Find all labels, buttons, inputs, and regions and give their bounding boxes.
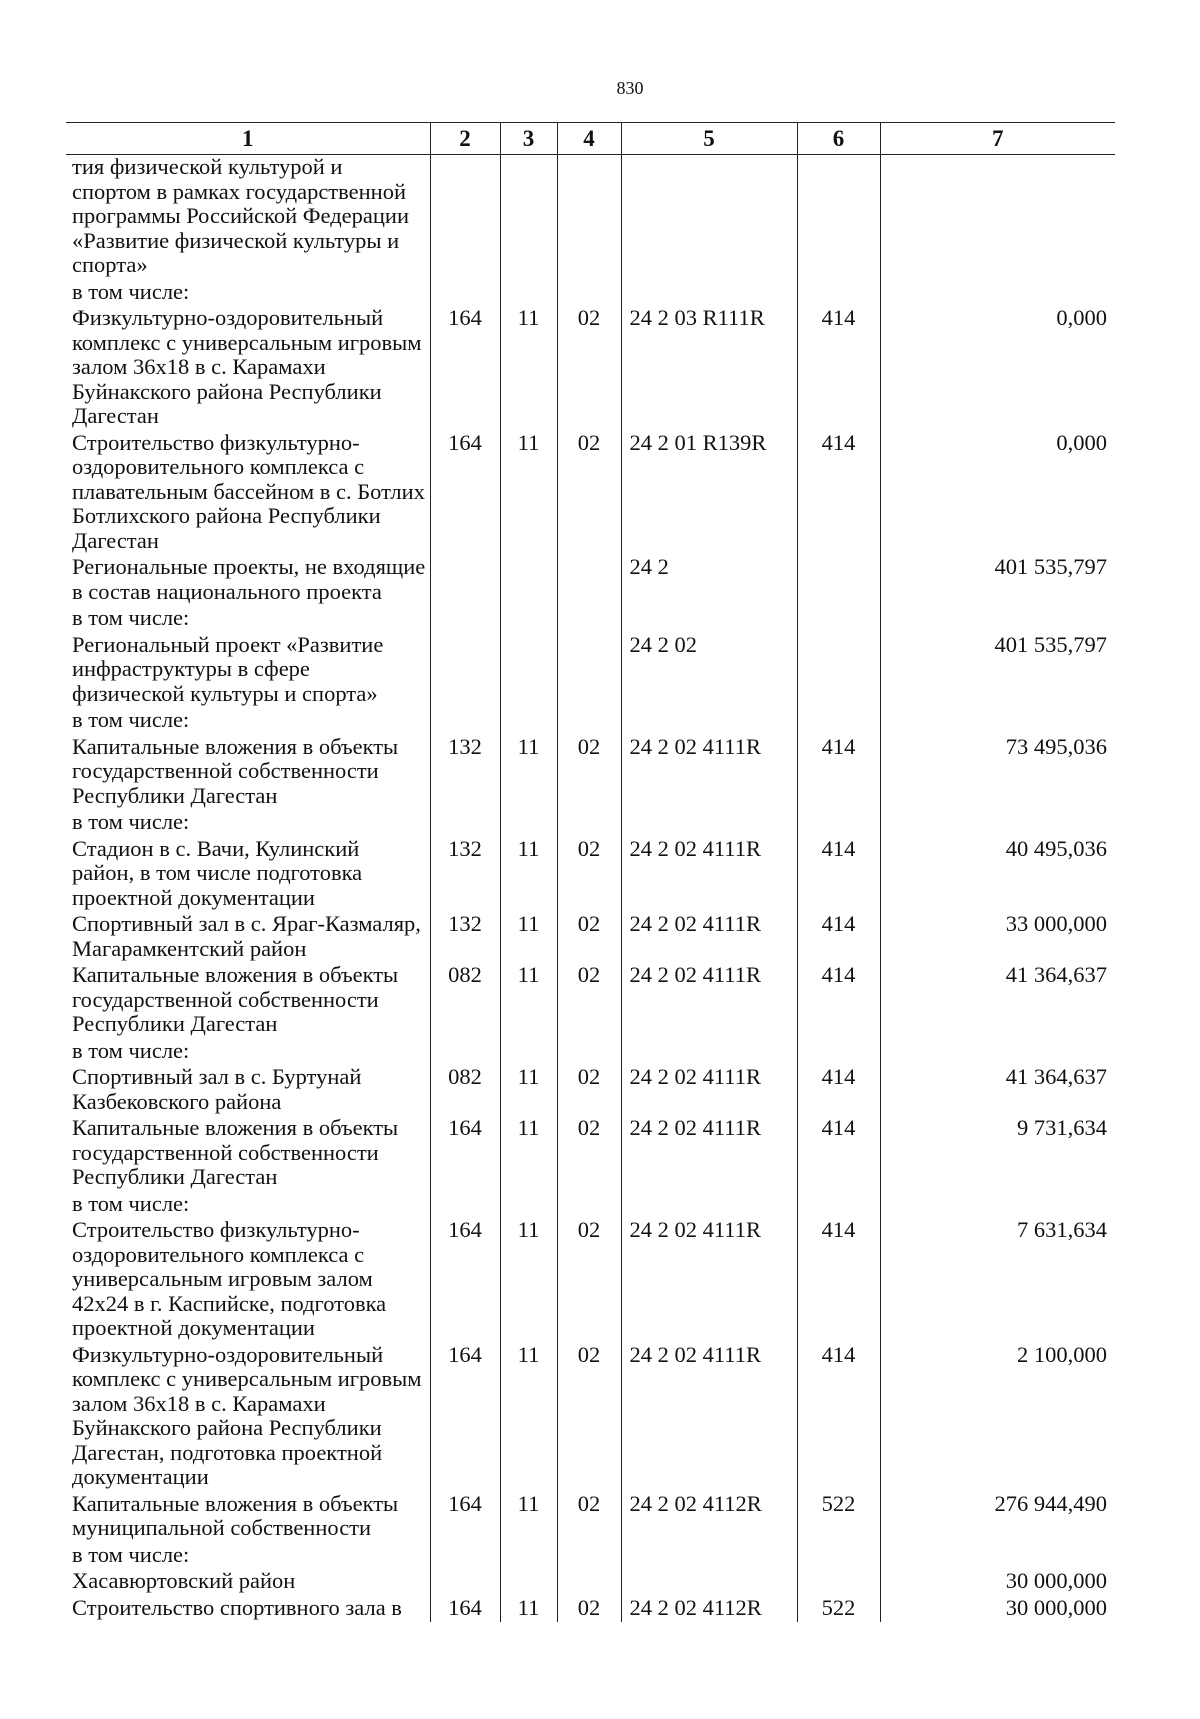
table-row [66, 606, 1115, 633]
ministry-code-cell [430, 1569, 500, 1596]
ministry-code-cell [430, 1543, 500, 1570]
item-name-cell: Физкультурно-оздоровительный комплекс с универсальным игровым залом 36x18 в с. Карамахи Буйнакского района Республики Дагестан [72, 305, 422, 428]
ministry-code-cell [430, 1039, 500, 1066]
expense-type-code-cell [797, 1192, 880, 1219]
table-row [66, 912, 1115, 963]
amount-cell: 33 000,000 [880, 912, 1115, 963]
target-article-code-cell: 24 2 02 4111R [621, 837, 797, 913]
section-code-cell: 11 [500, 1218, 557, 1343]
section-code-cell: 11 [500, 1343, 557, 1492]
item-name-cell: Спортивный зал в с. Буртунай Казбековского района [72, 1064, 362, 1114]
expense-type-code-cell [797, 280, 880, 307]
section-code-cell [500, 1039, 557, 1066]
table-row [66, 1192, 1115, 1219]
ministry-code-cell [430, 555, 500, 606]
item-name-cell: Капитальные вложения в объекты муниципальной собственности [72, 1490, 399, 1540]
expense-type-code-cell: 522 [797, 1596, 880, 1623]
amount-cell [880, 810, 1115, 837]
amount-cell [880, 280, 1115, 307]
ministry-code-cell [430, 810, 500, 837]
target-article-code-cell [621, 1192, 797, 1219]
amount-cell [880, 155, 1115, 280]
target-article-code-cell [621, 708, 797, 735]
subsection-code-cell: 02 [557, 1343, 621, 1492]
section-code-cell [500, 810, 557, 837]
subsection-code-cell [557, 555, 621, 606]
target-article-code-cell: 24 2 02 4111R [621, 735, 797, 811]
expense-type-code-cell: 414 [797, 1218, 880, 1343]
amount-cell: 40 495,036 [880, 837, 1115, 913]
table-row [66, 1065, 1115, 1116]
target-article-code-cell: 24 2 02 4112R [621, 1596, 797, 1623]
section-code-cell: 11 [500, 1492, 557, 1543]
expense-type-code-cell [797, 1543, 880, 1570]
expense-type-code-cell: 522 [797, 1492, 880, 1543]
amount-cell [880, 708, 1115, 735]
table-row [66, 555, 1115, 606]
expense-type-code-cell: 414 [797, 1065, 880, 1116]
section-code-cell: 11 [500, 735, 557, 811]
target-article-code-cell [621, 810, 797, 837]
expense-type-code-cell: 414 [797, 306, 880, 431]
subsection-code-cell [557, 633, 621, 709]
expense-type-code-cell: 414 [797, 963, 880, 1039]
subsection-code-cell [557, 708, 621, 735]
subsection-code-cell [557, 1569, 621, 1596]
section-code-cell: 11 [500, 431, 557, 556]
amount-cell: 41 364,637 [880, 963, 1115, 1039]
target-article-code-cell: 24 2 02 [621, 633, 797, 709]
section-code-cell [500, 555, 557, 606]
section-code-cell [500, 1192, 557, 1219]
col-header-1: 1 [66, 123, 430, 155]
target-article-code-cell [621, 1543, 797, 1570]
item-name-cell: тия физической культурой и спортом в рамках государственной программы Российской Федерации «Развитие физической культуры и спорта» [72, 154, 409, 277]
section-code-cell [500, 1543, 557, 1570]
expense-type-code-cell [797, 810, 880, 837]
ministry-code-cell: 132 [430, 735, 500, 811]
expense-type-code-cell: 414 [797, 735, 880, 811]
subsection-code-cell [557, 155, 621, 280]
col-header-7: 7 [880, 123, 1115, 155]
target-article-code-cell: 24 2 02 4111R [621, 1065, 797, 1116]
section-code-cell: 11 [500, 1065, 557, 1116]
target-article-code-cell: 24 2 02 4111R [621, 912, 797, 963]
table-row [66, 306, 1115, 431]
item-name-cell: в том числе: [72, 605, 190, 630]
subsection-code-cell: 02 [557, 1065, 621, 1116]
table-body [66, 155, 1115, 1623]
item-name-cell: Спортивный зал в с. Яраг-Казмаляр, Магарамкентский район [72, 911, 421, 961]
section-code-cell [500, 708, 557, 735]
target-article-code-cell: 24 2 [621, 555, 797, 606]
col-header-3: 3 [500, 123, 557, 155]
item-name-cell: Региональный проект «Развитие инфраструктуры в сфере физической культуры и спорта» [72, 631, 384, 706]
table-row [66, 1492, 1115, 1543]
subsection-code-cell: 02 [557, 963, 621, 1039]
table-row [66, 1039, 1115, 1066]
target-article-code-cell [621, 155, 797, 280]
col-header-4: 4 [557, 123, 621, 155]
ministry-code-cell [430, 606, 500, 633]
item-name-cell: в том числе: [72, 1541, 190, 1567]
amount-cell [880, 606, 1115, 633]
target-article-code-cell: 24 2 01 R139R [621, 431, 797, 556]
subsection-code-cell: 02 [557, 1596, 621, 1623]
ministry-code-cell [430, 280, 500, 307]
subsection-code-cell: 02 [557, 837, 621, 913]
item-name-cell: Капитальные вложения в объекты государственной собственности Республики Дагестан [72, 733, 399, 808]
expense-type-code-cell [797, 1039, 880, 1066]
target-article-code-cell: 24 2 02 4111R [621, 1218, 797, 1343]
expense-type-code-cell [797, 155, 880, 280]
expense-type-code-cell [797, 606, 880, 633]
section-code-cell [500, 155, 557, 280]
target-article-code-cell: 24 2 02 4111R [621, 1343, 797, 1492]
expense-type-code-cell [797, 555, 880, 606]
subsection-code-cell [557, 1039, 621, 1066]
ministry-code-cell: 164 [430, 1218, 500, 1343]
expense-type-code-cell: 414 [797, 1343, 880, 1492]
subsection-code-cell [557, 1543, 621, 1570]
item-name-cell: Капитальные вложения в объекты государственной собственности Республики Дагестан [72, 1115, 399, 1189]
expense-type-code-cell: 414 [797, 912, 880, 963]
ministry-code-cell: 164 [430, 1596, 500, 1623]
section-code-cell: 11 [500, 837, 557, 913]
table-row [66, 837, 1115, 913]
amount-cell: 2 100,000 [880, 1343, 1115, 1492]
ministry-code-cell [430, 155, 500, 280]
ministry-code-cell: 164 [430, 431, 500, 556]
section-code-cell: 11 [500, 1596, 557, 1623]
item-name-cell: Строительство физкультурно-оздоровительного комплекса с плавательным бассейном в с. Ботлих Ботлихского района Республики Дагестан [72, 429, 425, 553]
section-code-cell: 11 [500, 963, 557, 1039]
ministry-code-cell: 082 [430, 1065, 500, 1116]
item-name-cell: в том числе: [72, 809, 190, 834]
amount-cell: 401 535,797 [880, 633, 1115, 709]
amount-cell: 41 364,637 [880, 1065, 1115, 1116]
subsection-code-cell: 02 [557, 735, 621, 811]
budget-table [66, 122, 1115, 1622]
header-row [66, 123, 1115, 155]
item-name-cell: Строительство спортивного зала в [72, 1594, 402, 1620]
ministry-code-cell: 164 [430, 1492, 500, 1543]
subsection-code-cell [557, 810, 621, 837]
item-name-cell: в том числе: [72, 278, 190, 304]
target-article-code-cell [621, 1039, 797, 1066]
ministry-code-cell [430, 633, 500, 709]
subsection-code-cell [557, 606, 621, 633]
expense-type-code-cell [797, 708, 880, 735]
subsection-code-cell [557, 1192, 621, 1219]
table-row [66, 155, 1115, 280]
item-name-cell: Строительство физкультурно-оздоровительного комплекса с универсальным игровым залом 42x24 в г. Каспийске, подготовка проектной документации [72, 1217, 387, 1340]
table-row [66, 1218, 1115, 1343]
target-article-code-cell [621, 280, 797, 307]
col-header-5: 5 [621, 123, 797, 155]
table-row [66, 810, 1115, 837]
expense-type-code-cell: 414 [797, 837, 880, 913]
ministry-code-cell: 132 [430, 912, 500, 963]
expense-type-code-cell [797, 1569, 880, 1596]
page-number: 830 [616, 78, 644, 98]
ministry-code-cell: 164 [430, 1343, 500, 1492]
ministry-code-cell: 164 [430, 1116, 500, 1192]
section-code-cell: 11 [500, 912, 557, 963]
table-row [66, 633, 1115, 709]
section-code-cell: 11 [500, 1116, 557, 1192]
item-name-cell: в том числе: [72, 707, 190, 732]
section-code-cell [500, 606, 557, 633]
target-article-code-cell [621, 606, 797, 633]
table-row [66, 1569, 1115, 1596]
item-name-cell: Стадион в с. Вачи, Кулинский район, в том числе подготовка проектной документации [72, 835, 363, 910]
section-code-cell [500, 633, 557, 709]
item-name-cell: Региональные проекты, не входящие в состав национального проекта [72, 554, 426, 604]
subsection-code-cell: 02 [557, 1116, 621, 1192]
target-article-code-cell: 24 2 02 4111R [621, 963, 797, 1039]
table-row [66, 735, 1115, 811]
ministry-code-cell [430, 1192, 500, 1219]
table-row [66, 1543, 1115, 1570]
table-row [66, 431, 1115, 556]
table-row [66, 963, 1115, 1039]
amount-cell: 9 731,634 [880, 1116, 1115, 1192]
amount-cell: 0,000 [880, 306, 1115, 431]
table-row [66, 1596, 1115, 1623]
section-code-cell [500, 1569, 557, 1596]
ministry-code-cell: 132 [430, 837, 500, 913]
target-article-code-cell: 24 2 02 4112R [621, 1492, 797, 1543]
section-code-cell: 11 [500, 306, 557, 431]
ministry-code-cell [430, 708, 500, 735]
amount-cell: 0,000 [880, 431, 1115, 556]
item-name-cell: в том числе: [72, 1190, 190, 1216]
amount-cell: 401 535,797 [880, 555, 1115, 606]
ministry-code-cell: 082 [430, 963, 500, 1039]
expense-type-code-cell: 414 [797, 1116, 880, 1192]
expense-type-code-cell [797, 633, 880, 709]
amount-cell: 30 000,000 [880, 1569, 1115, 1596]
subsection-code-cell: 02 [557, 1492, 621, 1543]
subsection-code-cell: 02 [557, 431, 621, 556]
ministry-code-cell: 164 [430, 306, 500, 431]
subsection-code-cell: 02 [557, 306, 621, 431]
item-name-cell: Физкультурно-оздоровительный комплекс с универсальным игровым залом 36x18 в с. Карамахи Буйнакского района Республики Дагестан, подготовка проектной документации [72, 1341, 422, 1489]
col-header-2: 2 [430, 123, 500, 155]
subsection-code-cell: 02 [557, 1218, 621, 1343]
expense-type-code-cell: 414 [797, 431, 880, 556]
subsection-code-cell: 02 [557, 912, 621, 963]
amount-cell: 30 000,000 [880, 1596, 1115, 1623]
col-header-6: 6 [797, 123, 880, 155]
amount-cell [880, 1039, 1115, 1066]
target-article-code-cell [621, 1569, 797, 1596]
table-row [66, 1116, 1115, 1192]
amount-cell [880, 1543, 1115, 1570]
section-code-cell [500, 280, 557, 307]
target-article-code-cell: 24 2 02 4111R [621, 1116, 797, 1192]
table-row [66, 708, 1115, 735]
amount-cell: 7 631,634 [880, 1218, 1115, 1343]
item-name-cell: Капитальные вложения в объекты государственной собственности Республики Дагестан [72, 962, 399, 1036]
item-name-cell: Хасавюртовский район [72, 1568, 296, 1593]
subsection-code-cell [557, 280, 621, 307]
item-name-cell: в том числе: [72, 1037, 190, 1063]
target-article-code-cell: 24 2 03 R111R [621, 306, 797, 431]
amount-cell [880, 1192, 1115, 1219]
amount-cell: 276 944,490 [880, 1492, 1115, 1543]
amount-cell: 73 495,036 [880, 735, 1115, 811]
table-row [66, 1343, 1115, 1492]
table-row [66, 280, 1115, 307]
